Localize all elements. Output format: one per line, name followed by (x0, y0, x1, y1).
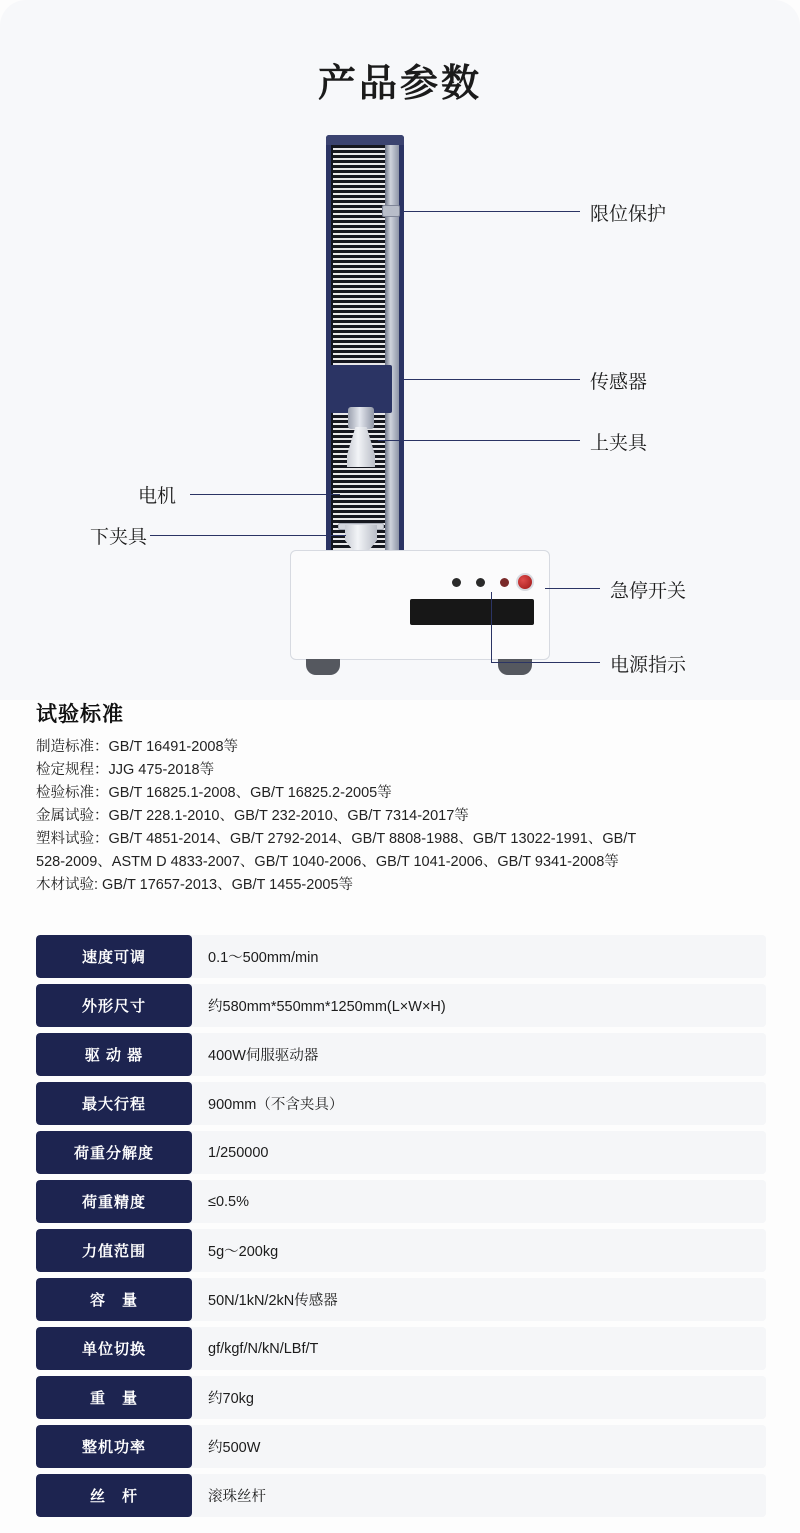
callout-emergency-stop: 急停开关 (610, 581, 687, 602)
table-row (36, 1033, 766, 1076)
callout-power-indicator: 电源指示 (610, 655, 687, 676)
leader-line-power-indicator-vertical (491, 592, 492, 662)
callout-sensor: 传感器 (590, 372, 648, 393)
spec-value: 0.1～500mm/min (192, 935, 766, 978)
table-row (36, 1082, 766, 1125)
standards-line: 制造标准：GB/T 16491-2008等 (36, 739, 239, 755)
panel-button-icon (452, 578, 461, 587)
callout-lower-grip: 下夹具 (90, 527, 148, 548)
spec-value: 1/250000 (192, 1131, 766, 1174)
panel-button-icon (476, 578, 485, 587)
spec-key: 最大行程 (36, 1082, 192, 1125)
spec-value: 滚珠丝杆 (192, 1474, 766, 1517)
spec-key: 重 量 (36, 1376, 192, 1419)
standards-line: 塑料试验：GB/T 4851-2014、GB/T 2792-2014、GB/T 8808-1988、GB/T 13022-1991、GB/T (36, 831, 637, 847)
spec-key: 外形尺寸 (36, 984, 192, 1027)
spec-key: 荷重分解度 (36, 1131, 192, 1174)
spec-value: 50N/1kN/2kN传感器 (192, 1278, 766, 1321)
machine-foot (306, 659, 340, 675)
sensor-part (330, 365, 392, 413)
leader-line-limit-protection (404, 211, 580, 212)
spec-table (36, 935, 766, 1523)
spec-value: gf/kgf/N/kN/LBf/T (192, 1327, 766, 1370)
spec-value: 约580mm*550mm*1250mm(L×W×H) (192, 984, 766, 1027)
standards-line: 检定规程：JJG 475-2018等 (36, 762, 215, 778)
spec-key: 速度可调 (36, 935, 192, 978)
page-title: 产品参数 (317, 63, 482, 105)
spec-value: 5g～200kg (192, 1229, 766, 1272)
standards-line: 木材试验: GB/T 17657-2013、GB/T 1455-2005等 (36, 877, 354, 893)
standards-list (36, 736, 766, 897)
standards-title: 试验标准 (36, 703, 124, 726)
spec-value: 400W伺服驱动器 (192, 1033, 766, 1076)
spec-value: ≤0.5% (192, 1180, 766, 1223)
spec-key: 荷重精度 (36, 1180, 192, 1223)
leader-line-motor (190, 494, 340, 495)
table-row (36, 1180, 766, 1223)
power-indicator-icon (500, 578, 509, 587)
table-row (36, 984, 766, 1027)
spec-value: 约70kg (192, 1376, 766, 1419)
control-panel-strip (410, 599, 534, 625)
standards-line: 528-2009、ASTM D 4833-2007、GB/T 1040-2006、GB/T 1041-2006、GB/T 9341-2008等 (36, 854, 619, 870)
table-row (36, 935, 766, 978)
testing-machine-illustration (290, 135, 550, 680)
spec-key: 整机功率 (36, 1425, 192, 1468)
sensor-cylinder-part (348, 407, 374, 429)
table-row (36, 1327, 766, 1370)
callout-motor: 电机 (138, 486, 177, 507)
column-cap (326, 135, 404, 145)
standards-line: 金属试验：GB/T 228.1-2010、GB/T 232-2010、GB/T 7314-2017等 (36, 808, 469, 824)
table-row (36, 1474, 766, 1517)
table-row (36, 1278, 766, 1321)
table-row (36, 1425, 766, 1468)
spec-key: 驱 动 器 (36, 1033, 192, 1076)
callout-upper-grip: 上夹具 (590, 433, 648, 454)
spec-value: 约500W (192, 1425, 766, 1468)
leader-line-upper-grip (378, 440, 580, 441)
emergency-stop-icon (516, 573, 534, 591)
spec-key: 力值范围 (36, 1229, 192, 1272)
callout-limit-protection: 限位保护 (590, 204, 667, 225)
leader-line-lower-grip (150, 535, 346, 536)
spec-value: 900mm（不含夹具） (192, 1082, 766, 1125)
table-row (36, 1376, 766, 1419)
leader-line-power-indicator (491, 662, 600, 663)
spec-key: 容 量 (36, 1278, 192, 1321)
spec-key: 单位切换 (36, 1327, 192, 1370)
limit-protection-part (382, 205, 400, 217)
spec-key: 丝 杆 (36, 1474, 192, 1517)
table-row (36, 1229, 766, 1272)
table-row (36, 1131, 766, 1174)
leader-line-emergency-stop (545, 588, 600, 589)
standards-line: 检验标准：GB/T 16825.1-2008、GB/T 16825.2-2005等 (36, 785, 392, 801)
leader-line-sensor (404, 379, 580, 380)
